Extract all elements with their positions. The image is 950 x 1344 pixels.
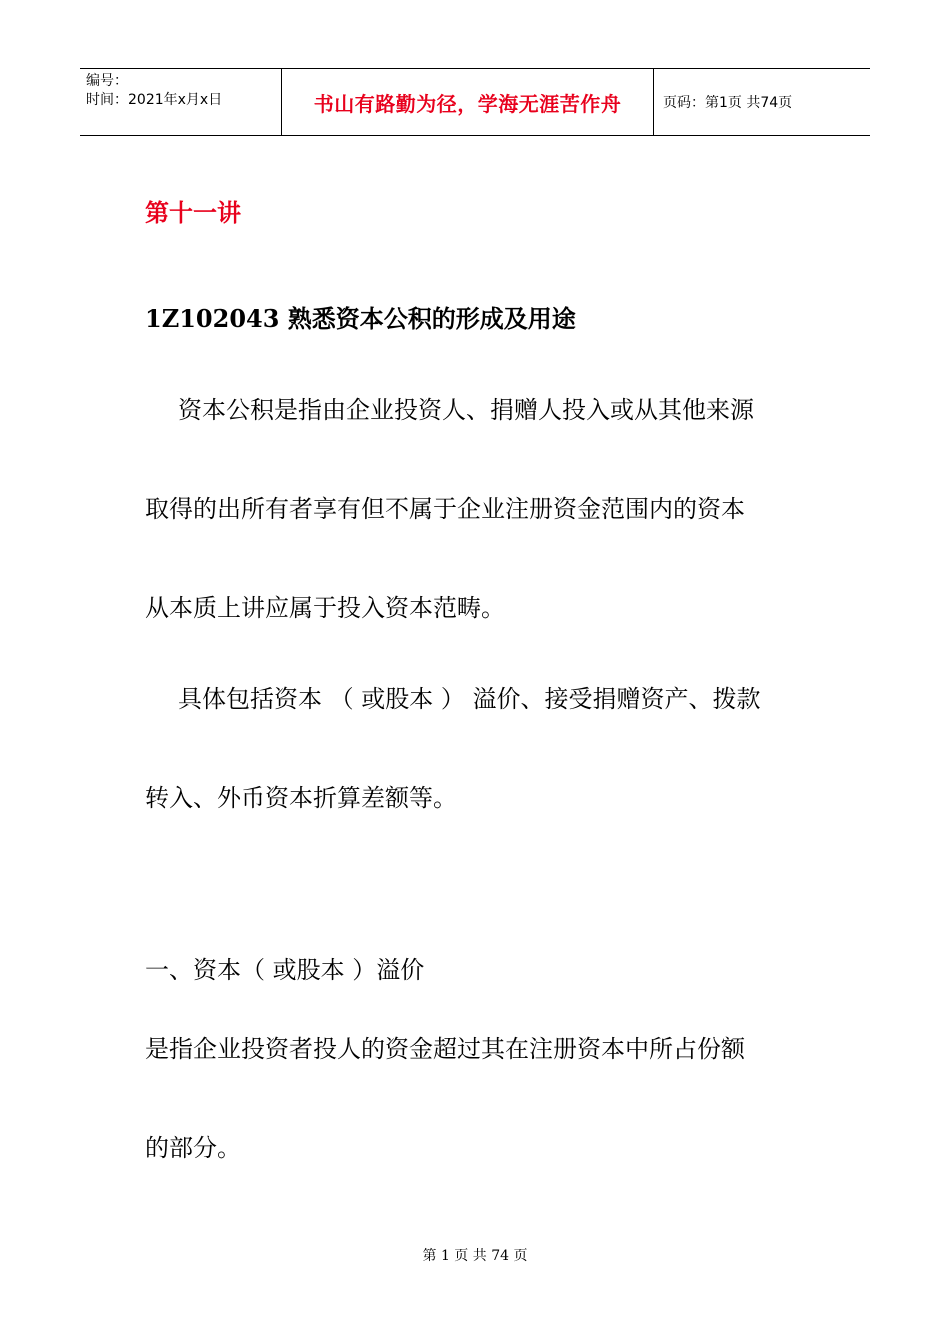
subsection-title: 一、资本（ 或股本 ）溢价 xyxy=(145,956,425,984)
lecture-title: 第十一讲 xyxy=(145,199,241,227)
page-label: 页码：第1页 共74页 xyxy=(663,95,793,111)
motto-text: 书山有路勤为径，学海无涯苦作舟 xyxy=(313,91,622,116)
page-header xyxy=(80,68,870,136)
paragraph-line: 取得的出所有者享有但不属于企业注册资金范围内的资本 xyxy=(145,495,745,523)
header-meta-cell xyxy=(80,69,282,135)
paragraph-line: 具体包括资本 （ 或股本 ） 溢价、接受捐赠资产、拨款 xyxy=(178,685,761,713)
paragraph-line: 从本质上讲应属于投入资本范畴。 xyxy=(145,594,505,622)
paragraph-line: 是指企业投资者投人的资金超过其在注册资本中所占份额 xyxy=(145,1035,745,1063)
paragraph-line: 转入、外币资本折算差额等。 xyxy=(145,784,457,812)
page-footer: 第 1 页 共 74 页 xyxy=(422,1248,528,1264)
section-title: 1Z102043 熟悉资本公积的形成及用途 xyxy=(145,304,576,333)
number-label: 编号： xyxy=(86,73,128,89)
header-motto-cell xyxy=(282,69,654,135)
header-page-cell xyxy=(654,69,870,135)
paragraph-line: 资本公积是指由企业投资人、捐赠人投入或从其他来源 xyxy=(178,396,754,424)
paragraph-line: 的部分。 xyxy=(145,1134,241,1162)
date-label: 时间：2021年x月x日 xyxy=(86,92,223,108)
